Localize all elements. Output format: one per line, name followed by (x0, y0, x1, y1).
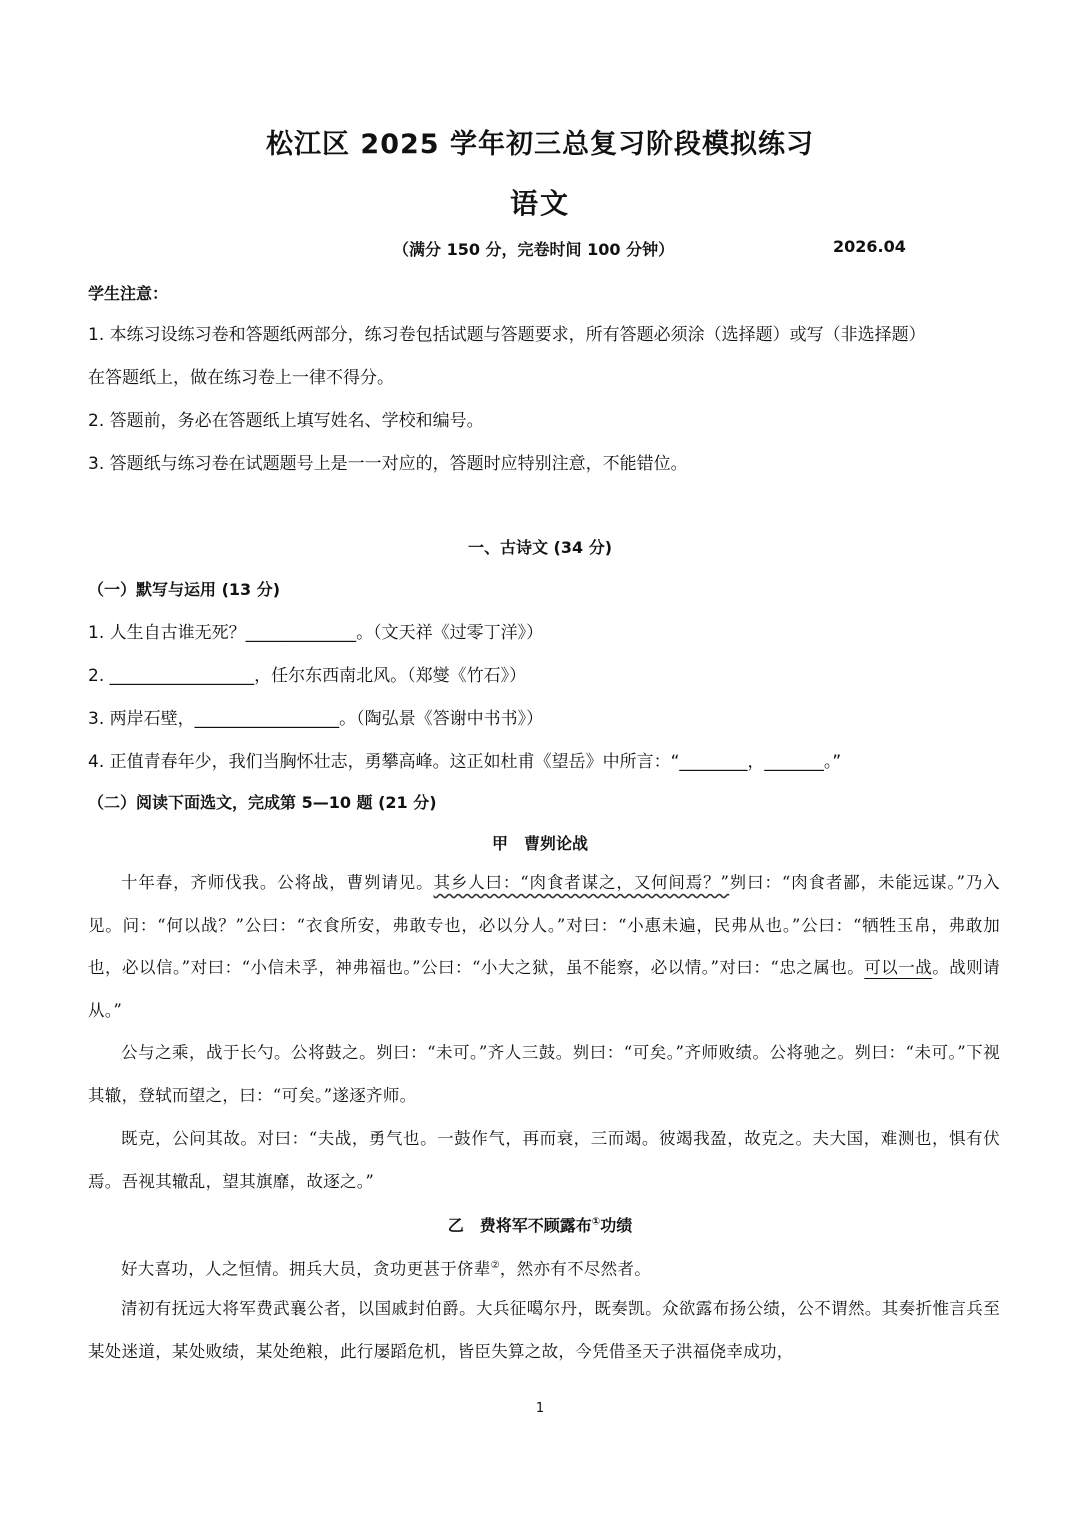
note-item-3: 3. 答题纸与练习卷在试题题号上是一一对应的，答题时应特别注意，不能错位。 (88, 454, 688, 474)
note-item-1-line-2: 在答题纸上，做在练习卷上一律不得分。 (88, 368, 394, 388)
section-title: 一、古诗文 (34 分) (467, 538, 613, 557)
exam-date: 2026.04 (833, 237, 906, 256)
notes-heading: 学生注意： (88, 284, 169, 303)
passage-b-p1-text-a: 好大喜功，人之恒情。拥兵大员，贪功更甚于侪辈 (121, 1259, 491, 1279)
passage-a-paragraph-3: 既克，公问其故。对曰：“夫战，勇气也。一鼓作气，再而衰，三而竭。彼竭我盈，故克之。夫大国，难测也，惧有伏焉。吾视其辙乱，望其旗靡，故逐之。” (88, 1129, 1000, 1191)
note-item-1-line-1: 1. 本练习设练习卷和答题纸两部分，练习卷包括试题与答题要求，所有答题必须涂（选择题）或写（非选择题） (88, 325, 926, 345)
subject-title: 语文 (509, 187, 570, 220)
passage-a-p1-text-c: 。战则请从。” (88, 958, 1000, 1020)
note-item-2: 2. 答题前，务必在答题纸上填写姓名、学校和编号。 (88, 411, 484, 431)
footnote-marker-1: ① (591, 1216, 601, 1228)
passage-a-paragraph-1 (88, 862, 1000, 1032)
passage-b-p1-text-b: ，然亦有不尽然者。 (499, 1259, 652, 1279)
question-1: 1. 人生自古谁无死？_____________。（文天祥《过零丁洋》） (88, 623, 544, 643)
passage-b-paragraph-1 (88, 1245, 1000, 1291)
passage-a-p1-text-a: 十年春，齐师伐我。公将战，曹刿请见。 (121, 873, 434, 892)
passage-b-paragraph-2: 清初有抚远大将军费武襄公者，以国戚封伯爵。大兵征噶尔丹，既奏凯。众欲露布扬公绩，公不谓然。其奏折惟言兵至某处迷道，某处败绩，某处绝粮，此行屡蹈危机，皆臣失算之故，今凭借圣天子洪福侥幸成功， (88, 1299, 1000, 1361)
question-3: 3. 两岸石壁，_________________。（陶弘景《答谢中书书》） (88, 709, 544, 729)
page-number: 1 (535, 1401, 545, 1416)
passage-b-title-b: 功绩 (600, 1216, 633, 1235)
exam-title: 松江区 2025 学年初三总复习阶段模拟练习 (266, 129, 814, 160)
passage-b-title-a: 乙 费将军不顾露布 (447, 1216, 592, 1235)
passage-a-p1-underline: 可以一战 (864, 958, 933, 977)
question-4: 4. 正值青春年少，我们当胸怀壮志，勇攀高峰。这正如杜甫《望岳》中所言：“________，_______。” (88, 752, 842, 772)
part2-heading: （二）阅读下面选文，完成第 5—10 题 (21 分) (88, 793, 437, 812)
question-2: 2. _________________，任尔东西南北风。（郑燮《竹石》） (88, 666, 527, 686)
passage-a-paragraph-2: 公与之乘，战于长勺。公将鼓之。刿曰：“未可。”齐人三鼓。刿曰：“可矣。”齐师败绩。公将驰之。刿曰：“未可。”下视其辙，登轼而望之，曰：“可矣。”遂逐齐师。 (88, 1043, 1000, 1105)
footnote-marker-2: ② (490, 1260, 500, 1271)
score-info: （满分 150 分，完卷时间 100 分钟） (393, 240, 675, 259)
part1-heading: （一）默写与运用 (13 分) (88, 580, 281, 599)
passage-a-p1-wavy: 其乡人曰：“肉食者谋之，又何间焉？” (433, 873, 730, 892)
passage-b-title (0, 1213, 1080, 1236)
passage-a-p1-text-b: 刿曰：“肉食者鄙，未能远谋。”乃入见。问：“何以战？”公曰：“衣食所安，弗敢专也，必以分人。”对曰：“小惠未遍，民弗从也。”公曰：“牺牲玉帛，弗敢加也，必以信。”对曰：“小信未孚，神弗福也。”公曰：“小大之狱，虽不能察，必以情。”对曰：“忠之属也。 (88, 873, 1000, 977)
passage-a-title: 甲 曹刿论战 (491, 834, 588, 853)
